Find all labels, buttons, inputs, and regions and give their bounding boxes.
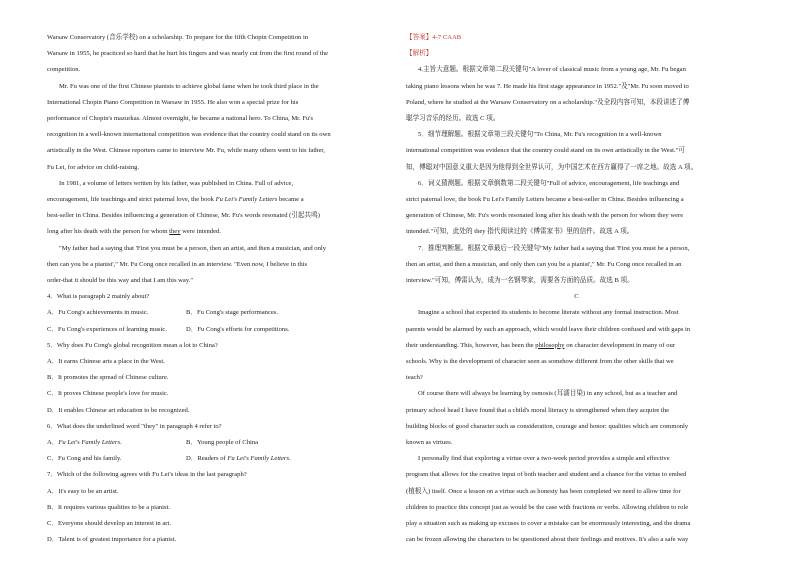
option-d: D．It enables Chinese art education to be recognized.: [47, 406, 190, 414]
passage-c-paragraph-1: Imagine a school that expected its students to become literate without any formal instruction. Most parents would be alarmed by such an approach, which would leave their children confused and with gaps in their understanding. This, however, has been the philosophy on character development in many of our schools. Why is the development of character seen as somehow different from the other skills that we teach?: [406, 309, 691, 382]
passage-continuation: Warsaw Conservatory (音乐学校) on a scholarship. To prepare for the fifth Chopin Competition in Warsaw in 1955, he practiced so hard that he hurt his fingers and was nearly cut from the first round of the competition.: [47, 34, 329, 74]
question-stem: 5．Why does Fu Cong's global recognition mean a lot to China?: [47, 341, 218, 349]
option-d: D．Readers of Fu Lei's Family Letters.: [186, 455, 291, 463]
option-b: B．It requires various qualities to be a pianist.: [47, 503, 171, 511]
question-stem: 7．Which of the following agrees with Fu Lei's ideas in the last paragraph?: [47, 471, 247, 479]
left-column: [47, 30, 394, 549]
option-c: C．Fu Cong and his family.: [47, 455, 122, 463]
passage-c-paragraph-2: Of course there will always be learning by osmosis (耳濡目染) in any school, but as a teacher and primary school head I have found that a child's moral literacy is strengthened when they acquire the building blocks of good character such as consideration, courage and honor: qualities which are commonly known as virtues.: [406, 390, 689, 447]
question-5: [47, 338, 394, 419]
explanation-6: 6．词义猜测题。根据文章倒数第二段关键句"Full of advice, encouragement, life teachings and strict paternal love, the book Fu Lei's Family Letters became a best-seller in China. Besides influencing a generation of Chinese, Mr. Fu's words resonated long after his death with the person for whom they were intended."可知，此处的 they 指代阅读过的《傅雷家书》里的信件。故选 A 项。: [406, 179, 684, 236]
option-c: C．Everyone should develop an interest in art.: [47, 520, 171, 528]
question-6: [47, 419, 394, 468]
right-column: [406, 30, 747, 549]
option-b: B．Young people of China: [186, 439, 259, 447]
passage-c-paragraph-3: I personally find that exploring a virtue over a two-week period provides a simple and effective program that allows for the creative input of both teacher and student and a chance for the virtue to embed (植根入) itself. Once a lesson on a virtue such as honesty has been completed we need to allow time for children to practice this concept just as would be the case with fractions or verbs. Allowing children to role play a situation such as making up excuses to cover a mistake can be enormously interesting, and the drama can be frozen allowing the characters to be questioned about their feelings and motives. It's also a safe way: [406, 455, 691, 544]
option-a: A．Fu Cong's achievements in music.: [47, 309, 149, 317]
question-stem: 4．What is paragraph 2 mainly about?: [47, 293, 150, 301]
question-4: [47, 289, 394, 338]
question-7: [47, 467, 394, 548]
option-b: B．It promotes the spread of Chinese culture.: [47, 374, 169, 382]
option-a: A．Fu Lei's Family Letters.: [47, 439, 122, 447]
option-a: A．It's easy to be an artist.: [47, 487, 119, 495]
underlined-word: they: [169, 228, 181, 236]
explanation-5: 5．细节理解题。根据文章第三段关键句"To China, Mr. Fu's recognition in a well-known international competition was evidence that the country could stand on its own artistically in the West."可 知，傅聪对中国意义重大是因为他得到全世界认可，为中国艺术在西方赢得了一席之地。故选 A 项。: [406, 131, 698, 171]
option-c: C．It proves Chinese people's love for music.: [47, 390, 169, 398]
option-c: C．Fu Cong's experiences of learning music.: [47, 325, 167, 333]
underlined-word: philosophy: [535, 341, 565, 349]
question-stem: 6．What does the underlined word "they" in paragraph 4 refer to?: [47, 422, 222, 430]
option-b: B．Fu Cong's stage performances.: [186, 309, 279, 317]
option-a: A．It earns Chinese arts a place in the West.: [47, 358, 165, 366]
passage-paragraph-2: Mr. Fu was one of the first Chinese pianists to achieve global fame when he took third place in the International Chopin Piano Competition in Warsaw in 1955. He also won a special prize for his performance of Chopin's mazurkas. Almost overnight, he became a national hero. To China, Mr. Fu's recognition in a well-known international competition was evidence that the country could stand on its own artistically in the West. Chinese reporters came to interview Mr. Fu, while many others went to his father, Fu Lei, for advice on child-raising.: [47, 82, 331, 171]
answer-key: 【答案】4-7 CAAB: [406, 34, 462, 41]
option-d: D．Fu Cong's efforts for competitions.: [186, 325, 290, 333]
option-d: D．Talent is of greatest importance for a pianist.: [47, 536, 177, 544]
passage-paragraph-4: "My father had a saying that 'First you must be a person, then an artist, and then a musician, and only then can you be a pianist'," Mr. Fu Cong once recalled in an interview. "Even now, I believe in this order-that it should be this way and that I am this way.": [47, 244, 327, 285]
explanation-7: 7．推理判断题。根据文章最后一段关键句"My father had a saying that 'First you must be a person, then an artist, and then a musician, and only then can you be a pianist'," Mr. Fu Cong once recalled in an interview."可知，傅雷认为，成为一名钢琴家，需要各方面的品质。故选 B 项。: [406, 244, 690, 285]
analysis-label: 【解析】: [406, 50, 433, 58]
passage-paragraph-3: In 1981, a volume of letters written by his father, was published in China. Full of advice, encouragement, life teachings and strict paternal love, the book Fu Lei's Family Letters became a best-seller in China. Besides influencing a generation of Chinese, Mr. Fu's words resonated (引起共鸣) long after his death with the person for whom they were intended.: [47, 179, 320, 236]
explanation-4: 4.主旨大意题。根据文章第二段关键句"A lover of classical music from a young age, Mr. Fu began taking piano lessons when he was 7. He made his first stage appearance in 1952."及"Mr. Fu soon moved to Poland, where he studied at the Warsaw Conservatory on a scholarship."及全段内容可知，本段讲述了傅 聪学习音乐的经历。故选 C 项。: [406, 66, 690, 123]
section-heading: C: [574, 293, 579, 301]
